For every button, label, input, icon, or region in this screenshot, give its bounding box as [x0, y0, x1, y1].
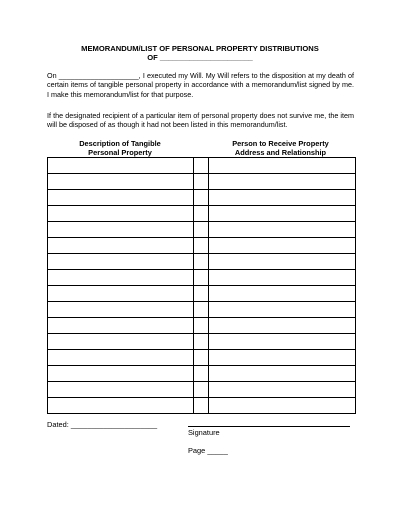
recipient-cell [209, 222, 356, 238]
table-row [48, 366, 356, 382]
column-header-description [47, 139, 193, 157]
table-row [48, 174, 356, 190]
recipient-cell [209, 190, 356, 206]
spacer-cell [194, 302, 209, 318]
table-row [48, 398, 356, 414]
spacer-cell [194, 238, 209, 254]
recipient-cell [209, 286, 356, 302]
description-cell [48, 382, 194, 398]
recipient-cell [209, 366, 356, 382]
column-header-recipient-line2: Address and Relationship [234, 148, 327, 157]
spacer-cell [194, 158, 209, 174]
recipient-cell [209, 270, 356, 286]
description-cell [48, 286, 194, 302]
column-header-recipient [208, 139, 353, 157]
table-row [48, 206, 356, 222]
spacer-cell [194, 382, 209, 398]
spacer-cell [194, 318, 209, 334]
description-cell [48, 174, 194, 190]
table-row [48, 318, 356, 334]
table-row [48, 302, 356, 318]
intro-paragraph: On ____________________, I executed my Will. My Will refers to the disposition at my death of certain items of tangible personal property in accordance with a memorandum/list signed by me. I make this memorandum/list for that purpose. [47, 71, 354, 99]
description-cell [48, 350, 194, 366]
column-header-description-line2: Personal Property [88, 148, 152, 157]
spacer-cell [194, 286, 209, 302]
recipient-cell [209, 254, 356, 270]
recipient-cell [209, 158, 356, 174]
document-title: MEMORANDUM/LIST OF PERSONAL PROPERTY DISTRIBUTIONS [81, 44, 319, 53]
spacer-cell [194, 398, 209, 414]
recipient-cell [209, 334, 356, 350]
signature-label: Signature [188, 428, 220, 437]
spacer-cell [194, 350, 209, 366]
recipient-cell [209, 398, 356, 414]
spacer-cell [194, 174, 209, 190]
table-row [48, 350, 356, 366]
recipient-cell [209, 174, 356, 190]
property-table [47, 157, 356, 414]
spacer-cell [194, 334, 209, 350]
property-table-body [48, 158, 356, 414]
recipient-cell [209, 238, 356, 254]
spacer-cell [194, 190, 209, 206]
column-header-description-line1: Description of Tangible [79, 139, 161, 148]
page-number-field: Page _____ [188, 446, 228, 455]
dated-field: Dated: _____________________ [47, 420, 158, 429]
table-row [48, 270, 356, 286]
description-cell [48, 334, 194, 350]
table-row [48, 238, 356, 254]
description-cell [48, 366, 194, 382]
table-row [48, 334, 356, 350]
table-row [48, 190, 356, 206]
spacer-cell [194, 254, 209, 270]
spacer-cell [194, 366, 209, 382]
table-row [48, 158, 356, 174]
spacer-cell [194, 222, 209, 238]
recipient-cell [209, 302, 356, 318]
table-row [48, 382, 356, 398]
recipient-cell [209, 382, 356, 398]
document-title-owner: OF ______________________ [147, 53, 253, 62]
column-header-recipient-line1: Person to Receive Property [232, 139, 329, 148]
table-row [48, 222, 356, 238]
recipient-cell [209, 206, 356, 222]
description-cell [48, 238, 194, 254]
description-cell [48, 254, 194, 270]
spacer-cell [194, 206, 209, 222]
description-cell [48, 206, 194, 222]
spacer-cell [194, 270, 209, 286]
description-cell [48, 190, 194, 206]
signature-line [188, 426, 350, 427]
table-row [48, 286, 356, 302]
description-cell [48, 302, 194, 318]
recipient-paragraph: If the designated recipient of a particular item of personal property does not survive me, the item will be disposed of as though it had not been listed in this memorandum/list. [47, 111, 354, 130]
recipient-cell [209, 350, 356, 366]
description-cell [48, 222, 194, 238]
description-cell [48, 158, 194, 174]
description-cell [48, 318, 194, 334]
table-row [48, 254, 356, 270]
description-cell [48, 398, 194, 414]
description-cell [48, 270, 194, 286]
recipient-cell [209, 318, 356, 334]
